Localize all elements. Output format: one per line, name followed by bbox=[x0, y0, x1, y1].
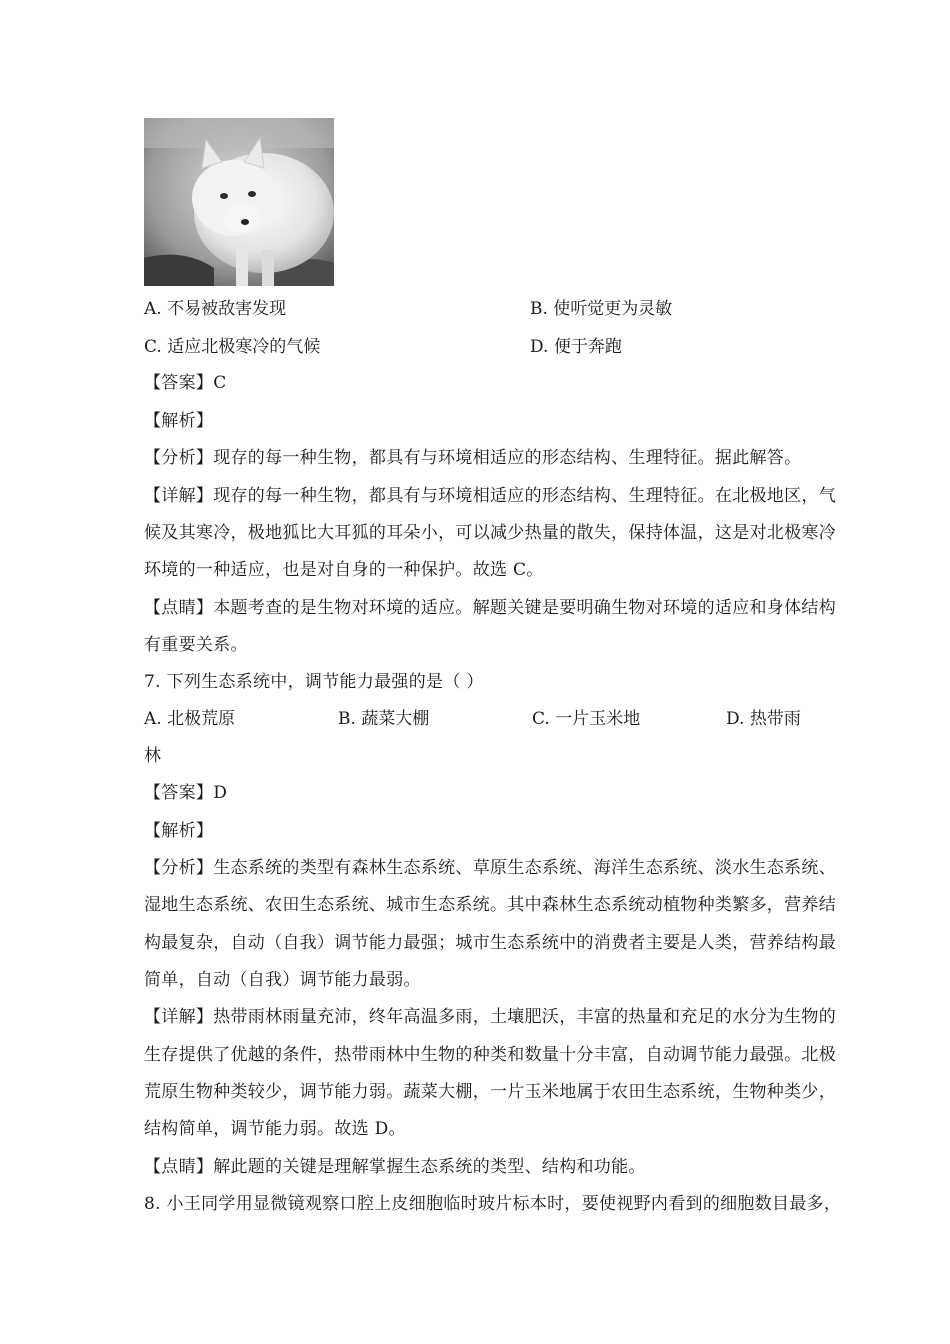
q8-stem: 8. 小王同学用显微镜观察口腔上皮细胞临时玻片标本时，要使视野内看到的细胞数目最多， bbox=[144, 1194, 842, 1214]
q6-fenxi: 【分析】现存的每一种生物，都具有与环境相适应的形态结构、生理特征。据此解答。 bbox=[144, 448, 802, 468]
arctic-fox-photo bbox=[144, 118, 334, 286]
q6-analysis-heading: 【解析】 bbox=[144, 411, 214, 431]
q7-xiangjie-line-3: 荒原生物种类较少，调节能力弱。蔬菜大棚，一片玉米地属于农田生态系统，生物种类少， bbox=[144, 1082, 836, 1102]
q6-xiangjie-line-2: 候及其寒冷，极地狐比大耳狐的耳朵小，可以减少热量的散失，保持体温，这是对北极寒冷 bbox=[144, 523, 836, 543]
q6-xiangjie-line-1: 【详解】现存的每一种生物，都具有与环境相适应的形态结构、生理特征。在北极地区，气 bbox=[144, 486, 836, 506]
q7-xiangjie-line-4: 结构简单，调节能力弱。故选 D。 bbox=[144, 1119, 406, 1139]
q7-option-d-wrap: 林 bbox=[144, 746, 162, 766]
q7-fenxi-line-1: 【分析】生态系统的类型有森林生态系统、草原生态系统、海洋生态系统、淡水生态系统、 bbox=[144, 858, 836, 878]
q7-dianjing: 【点睛】解此题的关键是理解掌握生态系统的类型、结构和功能。 bbox=[144, 1157, 646, 1177]
q7-option-a: A. 北极荒原 bbox=[144, 709, 236, 729]
q7-stem: 7. 下列生态系统中，调节能力最强的是（ ） bbox=[144, 672, 484, 692]
q7-xiangjie-line-1: 【详解】热带雨林雨量充沛，终年高温多雨，土壤肥沃，丰富的热量和充足的水分为生物的 bbox=[144, 1007, 836, 1027]
q7-analysis-heading: 【解析】 bbox=[144, 821, 214, 841]
q7-option-b: B. 蔬菜大棚 bbox=[338, 709, 430, 729]
q7-option-d: D. 热带雨 bbox=[726, 709, 801, 729]
q6-dianjing-line-2: 有重要关系。 bbox=[144, 635, 248, 655]
q6-option-d: D. 便于奔跑 bbox=[530, 337, 622, 357]
q7-option-c: C. 一片玉米地 bbox=[532, 709, 641, 729]
q7-fenxi-line-3: 构最复杂，自动（自我）调节能力最强；城市生态系统中的消费者主要是人类，营养结构最 bbox=[144, 933, 836, 953]
q7-fenxi-line-2: 湿地生态系统、农田生态系统、城市生态系统。其中森林生态系统动植物种类繁多，营养结 bbox=[144, 895, 836, 915]
q6-dianjing-line-1: 【点睛】本题考查的是生物对环境的适应。解题关键是要明确生物对环境的适应和身体结构 bbox=[144, 598, 836, 618]
q6-xiangjie-line-3: 环境的一种适应，也是对自身的一种保护。故选 C。 bbox=[144, 560, 544, 580]
q7-xiangjie-line-2: 生存提供了优越的条件，热带雨林中生物的种类和数量十分丰富，自动调节能力最强。北极 bbox=[144, 1045, 836, 1065]
q6-option-c: C. 适应北极寒冷的气候 bbox=[144, 337, 321, 357]
q7-answer: 【答案】D bbox=[144, 783, 228, 803]
q7-fenxi-line-4: 简单，自动（自我）调节能力最弱。 bbox=[144, 970, 421, 990]
q6-option-b: B. 使听觉更为灵敏 bbox=[530, 299, 673, 319]
q6-answer: 【答案】C bbox=[144, 373, 227, 393]
q6-option-a: A. 不易被敌害发现 bbox=[144, 299, 287, 319]
